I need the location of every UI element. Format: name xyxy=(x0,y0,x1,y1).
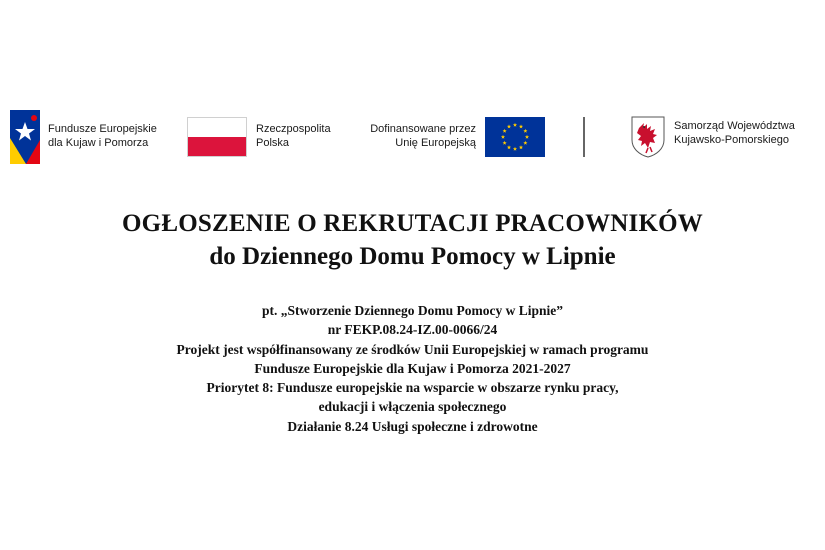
rzeczpospolita-label xyxy=(256,122,331,150)
eu-label xyxy=(362,122,476,150)
logo-bar xyxy=(0,100,825,170)
detail-line: edukacji i włączenia społecznego xyxy=(318,399,507,415)
detail-line: pt. „Stworzenie Dziennego Domu Pomocy w Lipnie” xyxy=(261,303,564,318)
detail-line: Priorytet 8: Fundusze europejskie na wsparcie w obszarze rynku pracy, xyxy=(206,380,619,396)
detail-line: nr FEKP.08.24-IZ.00-0066/24 xyxy=(327,322,498,338)
griffin-crest-icon xyxy=(631,116,665,158)
detail-line: Działanie 8.24 Usługi społeczne i zdrowotne xyxy=(287,418,538,434)
rzeczpospolita-line2: Polska xyxy=(256,137,290,149)
polish-flag-icon xyxy=(187,117,247,157)
announcement-subtitle: do Dziennego Domu Pomocy w Lipnie xyxy=(209,243,616,270)
announcement-title: OGŁOSZENIE O REKRUTACJI PRACOWNIKÓW xyxy=(122,210,703,237)
eu-line2: Unię Europejską xyxy=(395,137,476,149)
eu-line1: Dofinansowane przez xyxy=(370,123,476,135)
fundusze-line2: dla Kujaw i Pomorza xyxy=(48,137,149,149)
samorzad-line2: Kujawsko-Pomorskiego xyxy=(674,134,789,146)
rzeczpospolita-line1: Rzeczpospolita xyxy=(256,123,331,135)
samorzad-line1: Samorząd Województwa xyxy=(674,120,795,132)
fundusze-label xyxy=(48,122,157,150)
detail-line: Fundusze Europejskie dla Kujaw i Pomorza 2021-2027 xyxy=(254,360,571,376)
logo-divider xyxy=(583,117,585,157)
eu-funds-star-icon xyxy=(10,110,40,164)
fundusze-line1: Fundusze Europejskie xyxy=(48,123,157,135)
eu-flag-icon xyxy=(485,117,545,157)
samorzad-label xyxy=(674,119,795,147)
detail-line: Projekt jest współfinansowany ze środków Unii Europejskiej w ramach programu xyxy=(176,341,649,357)
project-details xyxy=(0,301,825,436)
